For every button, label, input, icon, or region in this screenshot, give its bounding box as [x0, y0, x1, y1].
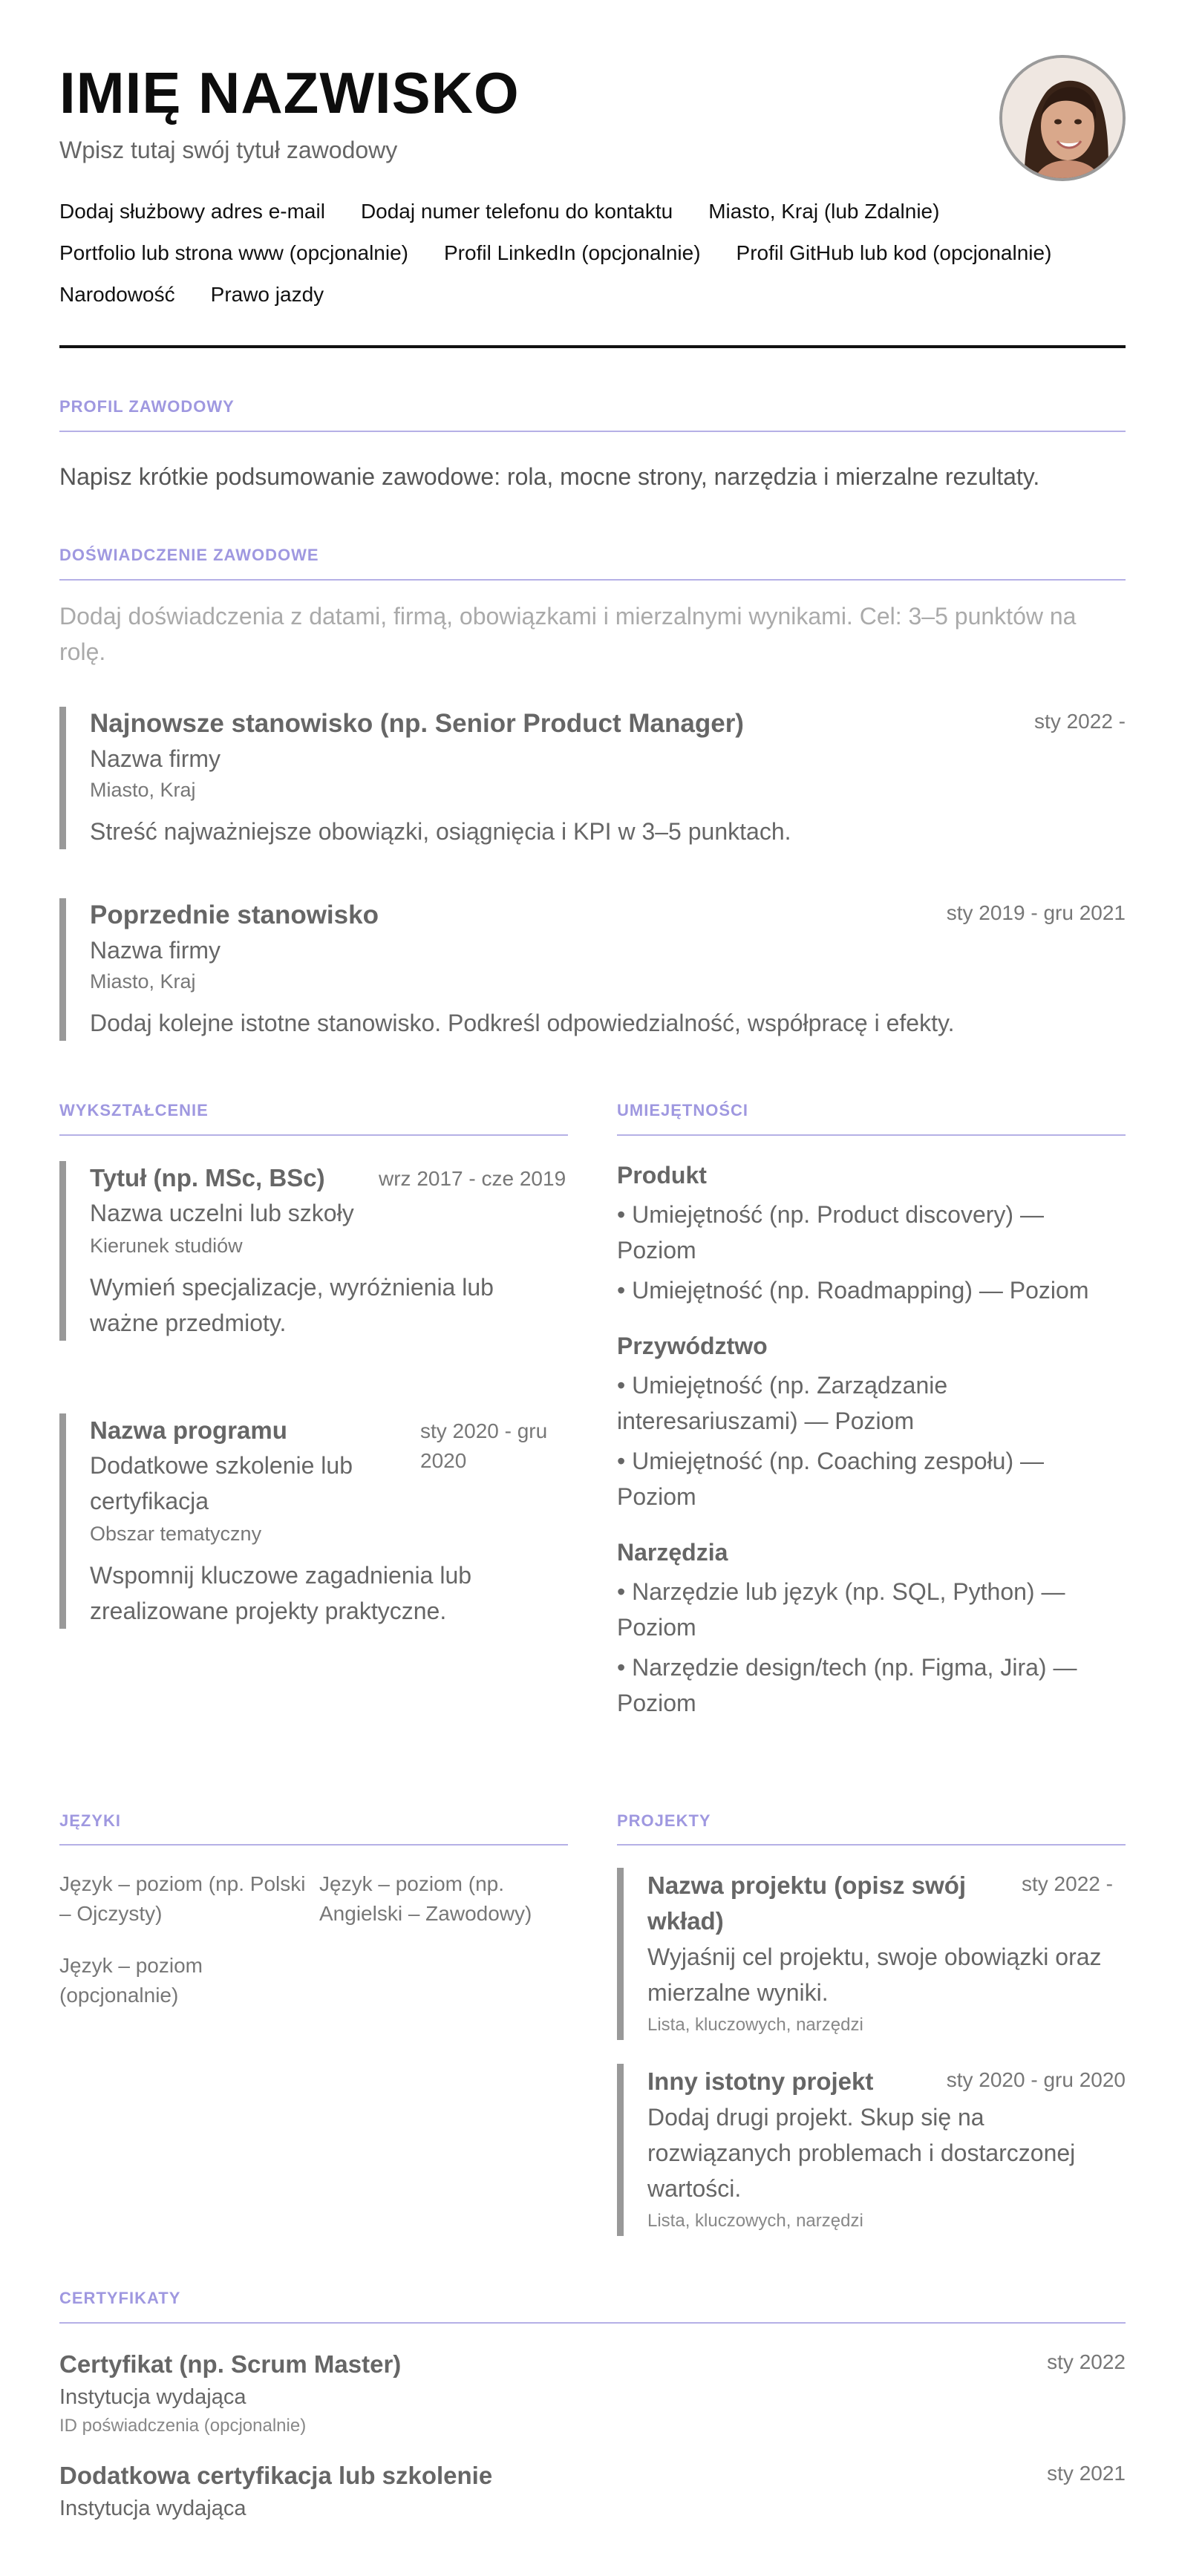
header-divider — [59, 345, 1126, 348]
section-title-certificates: CERTYFIKATY — [59, 2289, 181, 2307]
certificate-entry — [59, 2459, 1126, 2524]
section-title-skills: UMIEJĘTNOŚCI — [617, 1101, 749, 1119]
contact-portfolio: Portfolio lub strona www (opcjonalnie) — [59, 241, 408, 264]
experience-location: Miasto, Kraj — [90, 779, 196, 801]
skill-item: • Umiejętność (np. Roadmapping) — Poziom — [617, 1277, 1089, 1304]
experience-entry — [59, 707, 1126, 849]
project-name: Inny istotny projekt — [647, 2067, 874, 2095]
certificate-name: Certyfikat (np. Scrum Master) — [59, 2350, 402, 2378]
languages-list — [59, 1869, 568, 2010]
certificate-date: sty 2021 — [1047, 2462, 1126, 2485]
education-degree: Tytuł (np. MSc, BSc) — [90, 1164, 325, 1191]
certificate-institution: Instytucja wydająca — [59, 2385, 246, 2409]
certificate-name: Dodatkowa certyfikacja lub szkolenie — [59, 2462, 493, 2489]
section-divider — [59, 579, 1126, 581]
certificate-entry — [59, 2347, 1126, 2439]
project-description: Dodaj drugi projekt. Skup się na rozwiązanych problemach i dostarczonej wartości. — [647, 2104, 1076, 2202]
experience-description: Dodaj kolejne istotne stanowisko. Podkreśl odpowiedzialność, współpracę i efekty. — [90, 1010, 955, 1036]
project-entry — [617, 2064, 1126, 2236]
certificate-date: sty 2022 — [1047, 2350, 1126, 2373]
project-tags: Lista, kluczowych, narzędzi — [647, 2015, 863, 2035]
education-date: wrz 2017 - cze 2019 — [379, 1167, 566, 1190]
resume-page — [59, 0, 1126, 2576]
education-entry — [59, 1161, 568, 1341]
section-title-languages: JĘZYKI — [59, 1811, 122, 1830]
contact-list — [59, 199, 1126, 307]
section-title-profile: PROFIL ZAWODOWY — [59, 397, 235, 416]
person-name: IMIĘ NAZWISKO — [59, 60, 520, 125]
experience-date: sty 2022 - — [1034, 710, 1126, 733]
education-entry — [59, 1413, 568, 1629]
contact-nationality: Narodowość — [59, 283, 175, 306]
skill-item: • Narzędzie design/tech (np. Figma, Jira) — Poziom — [617, 1654, 1077, 1716]
section-title-experience: DOŚWIADCZENIE ZAWODOWE — [59, 546, 319, 564]
contact-phone: Dodaj numer telefonu do kontaktu — [360, 200, 673, 223]
project-name: Nazwa projektu (opisz swój wkład) — [647, 1871, 967, 1935]
project-description: Wyjaśnij cel projektu, swoje obowiązki oraz mierzalne wyniki. — [647, 1944, 1102, 2006]
experience-company: Nazwa firmy — [90, 745, 221, 772]
skill-item: • Umiejętność (np. Zarządzanie interesariuszami) — Poziom — [617, 1372, 948, 1434]
contact-driving-license: Prawo jazdy — [210, 283, 324, 306]
contact-location: Miasto, Kraj (lub Zdalnie) — [708, 200, 940, 223]
section-title-projects: PROJEKTY — [617, 1811, 711, 1830]
education-degree: Nazwa programu — [90, 1416, 287, 1444]
avatar-photo-icon — [1002, 58, 1126, 181]
skills-list — [617, 1158, 1126, 1721]
project-date: sty 2020 - gru 2020 — [946, 2068, 1126, 2091]
section-divider — [59, 1134, 568, 1136]
certificate-id: ID poświadczenia (opcjonalnie) — [59, 2416, 307, 2436]
language-item: Język – poziom (np. Polski – Ojczysty) — [59, 1872, 306, 1925]
section-divider — [617, 1134, 1126, 1136]
project-entry — [617, 1868, 1126, 2040]
contact-github: Profil GitHub lub kod (opcjonalnie) — [736, 241, 1052, 264]
skill-item: • Narzędzie lub język (np. SQL, Python) — Poziom — [617, 1578, 1065, 1641]
experience-description: Streść najważniejsze obowiązki, osiągnięcia i KPI w 3–5 punktach. — [90, 818, 791, 845]
education-field: Obszar tematyczny — [90, 1523, 262, 1545]
section-divider — [617, 1844, 1126, 1846]
contact-linkedin: Profil LinkedIn (opcjonalnie) — [444, 241, 701, 264]
project-tags: Lista, kluczowych, narzędzi — [647, 2211, 863, 2231]
experience-location: Miasto, Kraj — [90, 970, 196, 993]
education-date: sty 2020 - gru 2020 — [420, 1419, 548, 1472]
section-divider — [59, 1844, 568, 1846]
experience-role: Poprzednie stanowisko — [90, 900, 379, 929]
education-school: Nazwa uczelni lub szkoły — [90, 1200, 354, 1226]
education-field: Kierunek studiów — [90, 1235, 243, 1257]
experience-role: Najnowsze stanowisko (np. Senior Product Manager) — [90, 709, 744, 738]
education-description: Wymień specjalizacje, wyróżnienia lub ważne przedmioty. — [90, 1274, 494, 1336]
job-title: Wpisz tutaj swój tytuł zawodowy — [59, 137, 398, 163]
section-divider — [59, 2322, 1126, 2324]
experience-entry — [59, 898, 1126, 1041]
skill-item: • Umiejętność (np. Coaching zespołu) — Poziom — [617, 1448, 1045, 1510]
skill-item: • Umiejętność (np. Product discovery) — Poziom — [617, 1201, 1044, 1264]
education-school: Dodatkowe szkolenie lub certyfikacja — [90, 1452, 353, 1514]
experience-date: sty 2019 - gru 2021 — [946, 901, 1126, 924]
skill-category: Narzędzia — [617, 1539, 728, 1566]
experience-company: Nazwa firmy — [90, 937, 221, 964]
education-description: Wspomnij kluczowe zagadnienia lub zrealizowane projekty praktyczne. — [90, 1562, 472, 1624]
section-title-education: WYKSZTAŁCENIE — [59, 1101, 209, 1119]
section-divider — [59, 431, 1126, 432]
language-item: Język – poziom (opcjonalnie) — [59, 1954, 203, 2007]
contact-email: Dodaj służbowy adres e-mail — [59, 200, 325, 223]
avatar — [999, 55, 1126, 181]
profile-summary: Napisz krótkie podsumowanie zawodowe: rola, mocne strony, narzędzia i mierzalne rezultaty. — [59, 463, 1040, 490]
skill-category: Przywództwo — [617, 1333, 768, 1359]
project-date: sty 2022 - — [1022, 1872, 1113, 1895]
experience-hint: Dodaj doświadczenia z datami, firmą, obowiązkami i mierzalnymi wynikami. Cel: 3–5 punktów na rolę. — [59, 603, 1077, 665]
language-item: Język – poziom (np. Angielski – Zawodowy) — [319, 1872, 532, 1925]
certificate-institution: Instytucja wydająca — [59, 2497, 246, 2520]
skill-category: Produkt — [617, 1162, 707, 1189]
